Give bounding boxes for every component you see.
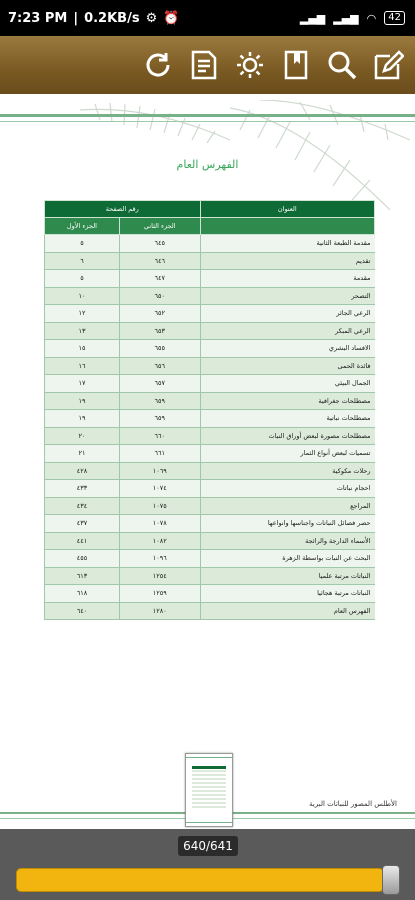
row-page-part1: ٦١٨ <box>45 585 120 603</box>
row-title: تسميات لبعض أنواع الثمار <box>200 445 374 463</box>
row-page-part1: ١٧ <box>45 375 120 393</box>
row-page-part2: ٦٥٣ <box>119 322 200 340</box>
row-page-part2: ٦٥٩ <box>119 392 200 410</box>
row-page-part2: ١٠٦٩ <box>119 462 200 480</box>
table-row <box>45 322 375 340</box>
row-page-part1: ١٠ <box>45 287 120 305</box>
notes-icon <box>189 49 219 81</box>
row-page-part2: ٦٥٦ <box>119 357 200 375</box>
row-page-part2: ١٠٩٦ <box>119 550 200 568</box>
refresh-icon <box>142 49 174 81</box>
row-title: الجمال البيئي <box>200 375 374 393</box>
signal-icon: ▂▄▆ <box>299 11 326 25</box>
thumbnail-preview-icon <box>186 754 232 826</box>
row-title: الأسماء الدارجة والرائجة <box>200 532 374 550</box>
page-slider-track[interactable] <box>16 868 384 892</box>
row-page-part1: ٤٥٥ <box>45 550 120 568</box>
row-title: حصر فصائل النباتات واجناسها وانواعها <box>200 515 374 533</box>
row-page-part2: ١٠٧٥ <box>119 497 200 515</box>
row-page-part2: ٦٤٦ <box>119 252 200 270</box>
table-row <box>45 375 375 393</box>
row-title: النباتات مرتبة علميا <box>200 567 374 585</box>
header-rule-thin <box>0 121 415 122</box>
row-page-part2: ٦٤٧ <box>119 270 200 288</box>
row-title: التصحر <box>200 287 374 305</box>
column-header-page-number: رقم الصفحة <box>45 201 201 218</box>
search-button[interactable] <box>325 48 359 82</box>
page-footer: الأطلس المصور للنباتات البرية <box>309 800 397 808</box>
brightness-icon <box>234 49 266 81</box>
row-title: الرعي الجائر <box>200 305 374 323</box>
index-table-body <box>45 235 375 620</box>
table-row <box>45 550 375 568</box>
table-row <box>45 585 375 603</box>
brightness-button[interactable] <box>233 48 267 82</box>
table-row <box>45 392 375 410</box>
row-title: مصطلحات جغرافية <box>200 392 374 410</box>
status-time: 7:23 PM <box>8 10 68 26</box>
row-page-part1: ١٦ <box>45 357 120 375</box>
table-row <box>45 427 375 445</box>
row-page-part2: ٦٥٩ <box>119 410 200 428</box>
row-page-part2: ١٠٨٢ <box>119 532 200 550</box>
column-header-title: العنوان <box>200 201 374 218</box>
row-title: البحث عن النبات بواسطة الزهرة <box>200 550 374 568</box>
table-row <box>45 602 375 620</box>
edit-icon <box>372 49 404 81</box>
signal2-icon: ▂▄▆ <box>333 11 359 25</box>
table-row <box>45 340 375 358</box>
refresh-button[interactable] <box>141 48 175 82</box>
settings-gear-icon: ⚙ <box>145 10 158 26</box>
row-page-part1: ٤٢٨ <box>45 462 120 480</box>
row-page-part2: ١٠٧٤ <box>119 480 200 498</box>
reader-toolbar <box>0 36 415 94</box>
table-row <box>45 305 375 323</box>
battery-indicator: 42 <box>384 11 405 25</box>
row-page-part1: ١٩ <box>45 410 120 428</box>
row-page-part1: ٥ <box>45 235 120 253</box>
row-page-part1: ١٩ <box>45 392 120 410</box>
row-page-part1: ٤٣٤ <box>45 497 120 515</box>
network-speed: 0.2KB/s <box>84 10 140 26</box>
row-page-part1: ٤٤١ <box>45 532 120 550</box>
table-row <box>45 445 375 463</box>
row-title: مقدمة الطبعة الثانية <box>200 235 374 253</box>
row-page-part1: ٦ <box>45 252 120 270</box>
document-page[interactable] <box>0 94 415 829</box>
row-page-part1: ١٢ <box>45 305 120 323</box>
table-row <box>45 515 375 533</box>
page-counter: 640/641 <box>178 836 238 856</box>
row-page-part2: ٦٦٠ <box>119 427 200 445</box>
table-row <box>45 410 375 428</box>
subheader-blank <box>200 218 374 235</box>
row-title: رحلات مكوكية <box>200 462 374 480</box>
column-header-part1: الجزء الأول <box>45 218 120 235</box>
row-page-part1: ٦٤٠ <box>45 602 120 620</box>
table-row <box>45 497 375 515</box>
notes-button[interactable] <box>187 48 221 82</box>
table-row <box>45 462 375 480</box>
page-thumbnail[interactable] <box>185 753 233 827</box>
row-page-part2: ١٠٧٨ <box>119 515 200 533</box>
row-title: تقديم <box>200 252 374 270</box>
index-table <box>44 200 375 620</box>
column-header-part2: الجزء الثاني <box>119 218 200 235</box>
row-page-part1: ٦١٣ <box>45 567 120 585</box>
alarm-icon: ⏰ <box>163 10 180 26</box>
row-page-part2: ١٢٥٩ <box>119 585 200 603</box>
table-row <box>45 532 375 550</box>
row-page-part2: ١٢٨٠ <box>119 602 200 620</box>
page-title: الفهرس العام <box>176 158 239 171</box>
row-page-part2: ٦٥٢ <box>119 305 200 323</box>
wifi-icon: ◠ <box>366 11 377 25</box>
status-bar: 7:23 PM | 0.2KB/s ⚙ ⏰ ▂▄▆ ▂▄▆ ◠ 42 <box>0 0 415 36</box>
edit-button[interactable] <box>371 48 405 82</box>
row-title: احجام نباتات <box>200 480 374 498</box>
row-page-part1: ٢٠ <box>45 427 120 445</box>
search-icon <box>326 49 358 81</box>
row-title: النباتات مرتبة هجائيا <box>200 585 374 603</box>
row-page-part2: ٦٥٥ <box>119 340 200 358</box>
row-page-part2: ٦٥٠ <box>119 287 200 305</box>
row-title: مصطلحات نباتية <box>200 410 374 428</box>
row-page-part2: ١٢٥٤ <box>119 567 200 585</box>
row-title: فائدة الحمى <box>200 357 374 375</box>
bookmark-icon <box>281 49 311 81</box>
row-page-part1: ٢١ <box>45 445 120 463</box>
row-page-part2: ٦٥٧ <box>119 375 200 393</box>
row-page-part2: ٦٦١ <box>119 445 200 463</box>
row-page-part1: ١٣ <box>45 322 120 340</box>
bookmark-button[interactable] <box>279 48 313 82</box>
table-row <box>45 252 375 270</box>
row-title: الرعي المبكر <box>200 322 374 340</box>
table-row <box>45 270 375 288</box>
row-page-part2: ٦٤٥ <box>119 235 200 253</box>
table-row <box>45 357 375 375</box>
table-row <box>45 287 375 305</box>
row-title: المراجع <box>200 497 374 515</box>
row-page-part1: ٤٣٣ <box>45 480 120 498</box>
page-slider-handle[interactable] <box>382 865 400 895</box>
row-title: الفهرس العام <box>200 602 374 620</box>
row-title: الافساد البشري <box>200 340 374 358</box>
row-page-part1: ٤٣٧ <box>45 515 120 533</box>
row-page-part1: ٥ <box>45 270 120 288</box>
table-row <box>45 235 375 253</box>
table-row <box>45 480 375 498</box>
row-title: مقدمة <box>200 270 374 288</box>
table-row <box>45 567 375 585</box>
row-page-part1: ١٥ <box>45 340 120 358</box>
header-rule <box>0 114 415 117</box>
row-title: مصطلحات مصورة لبعض أوراق النبات <box>200 427 374 445</box>
